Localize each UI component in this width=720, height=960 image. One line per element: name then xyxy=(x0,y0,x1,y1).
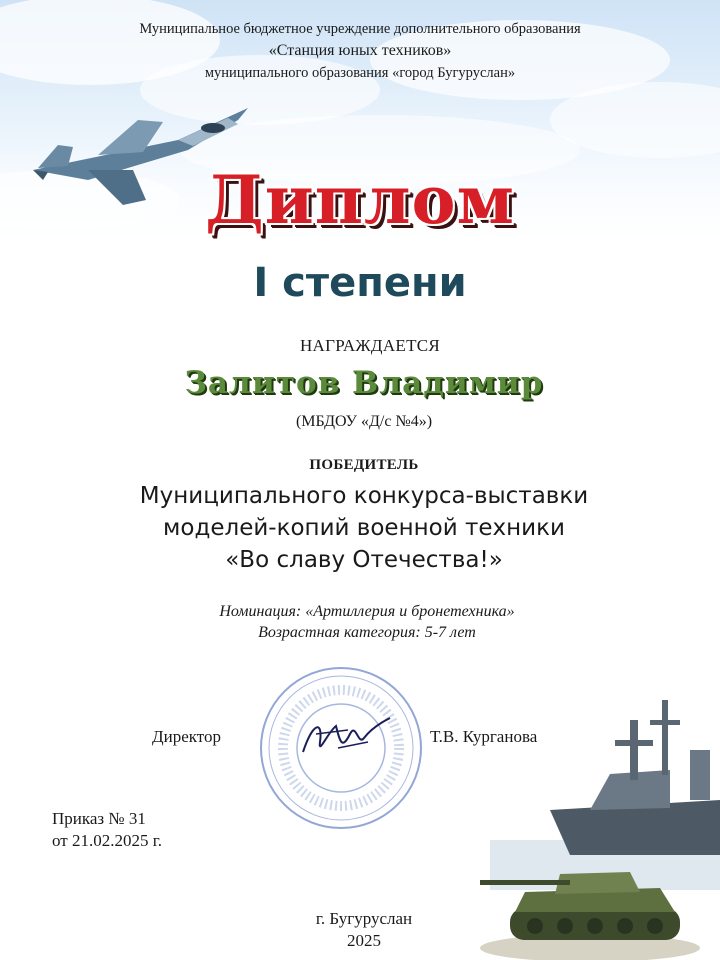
year: 2025 xyxy=(347,931,381,950)
organization-line-3: муниципального образования «город Бугуруслан» xyxy=(204,65,516,81)
nomination-text: Номинация: «Артиллерия и бронетехника» xyxy=(219,603,515,620)
city-name: г. Бугуруслан xyxy=(315,909,413,928)
contest-line-3: «Во славу Отечества!» xyxy=(225,547,503,573)
diploma-title: Диплом xyxy=(205,161,515,239)
contest-line-2: моделей-копий военной техники xyxy=(163,515,565,541)
organization-line-2: «Станция юных техников» xyxy=(268,42,452,59)
director-name: Т.В. Курганова xyxy=(430,727,538,746)
contest-name xyxy=(0,480,720,576)
recipient-name: Залитов Владимир xyxy=(184,365,544,401)
order-info xyxy=(52,808,162,852)
nomination-block xyxy=(0,601,720,643)
director-label: Директор xyxy=(152,727,221,746)
signature-scribble xyxy=(298,712,398,760)
winner-label: ПОБЕДИТЕЛЬ xyxy=(309,457,419,473)
recipient-organization: (МБДОУ «Д/с №4») xyxy=(295,413,433,430)
age-category-text: Возрастная категория: 5-7 лет xyxy=(258,624,476,641)
place-and-year xyxy=(0,908,720,952)
organization-line-1: Муниципальное бюджетное учреждение дополнительного образования xyxy=(139,21,581,37)
diploma-degree: I степени xyxy=(253,260,467,306)
awarded-label: НАГРАЖДАЕТСЯ xyxy=(299,336,441,355)
order-date: от 21.02.2025 г. xyxy=(52,831,163,850)
contest-line-1: Муниципального конкурса-выставки xyxy=(139,483,589,509)
order-number: Приказ № 31 xyxy=(52,809,146,828)
